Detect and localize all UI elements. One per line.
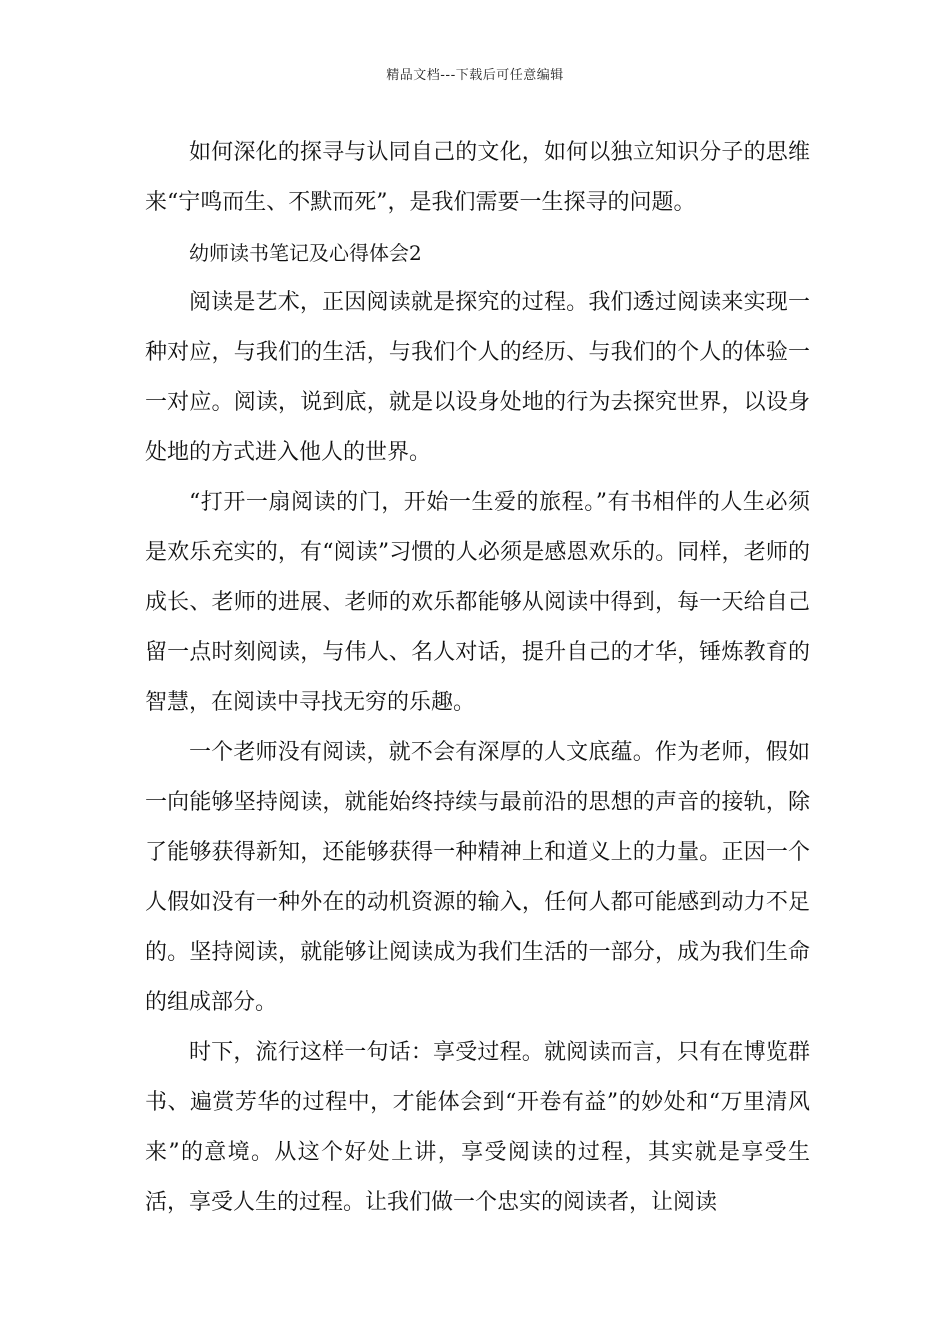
paragraph-enjoy-process: 时下，流行这样一句话：享受过程。就阅读而言，只有在博览群书、遍赏芳华的过程中，才能体会到“开卷有益”的妙处和“万里清风来”的意境。从这个好处上讲，享受阅读的过程，其实就是享受生活，享受人生的过程。让我们做一个忠实的阅读者，让阅读 bbox=[145, 1040, 810, 1215]
page-header: 精品文档---下载后可任意编辑 bbox=[386, 68, 564, 83]
paragraph-intro: 如何深化的探寻与认同自己的文化，如何以独立知识分子的思维来“宁鸣而生、不默而死”，是我们需要一生探寻的问题。 bbox=[145, 140, 810, 215]
paragraph-open-door: “打开一扇阅读的门，开始一生爱的旅程。”有书相伴的人生必须是欢乐充实的，有“阅读”习惯的人必须是感恩欢乐的。同样，老师的成长、老师的进展、老师的欢乐都能够从阅读中得到，每一天给自己留一点时刻阅读，与伟人、名人对话，提升自己的才华，锤炼教育的智慧，在阅读中寻找无穷的乐趣。 bbox=[145, 490, 810, 715]
paragraph-reading-art: 阅读是艺术，正因阅读就是探究的过程。我们透过阅读来实现一种对应，与我们的生活，与我们个人的经历、与我们的个人的体验一一对应。阅读，说到底，就是以设身处地的行为去探究世界，以设身处地的方式进入他人的世界。 bbox=[145, 290, 810, 465]
paragraph-teacher-reading: 一个老师没有阅读，就不会有深厚的人文底蕴。作为老师，假如一向能够坚持阅读，就能始终持续与最前沿的思想的声音的接轨，除了能够获得新知，还能够获得一种精神上和道义上的力量。正因一个人假如没有一种外在的动机资源的输入，任何人都可能感到动力不足的。坚持阅读，就能够让阅读成为我们生活的一部分，成为我们生命的组成部分。 bbox=[145, 740, 810, 1015]
section-heading: 幼师读书笔记及心得体会2 bbox=[189, 241, 422, 265]
document-body bbox=[145, 128, 810, 1228]
